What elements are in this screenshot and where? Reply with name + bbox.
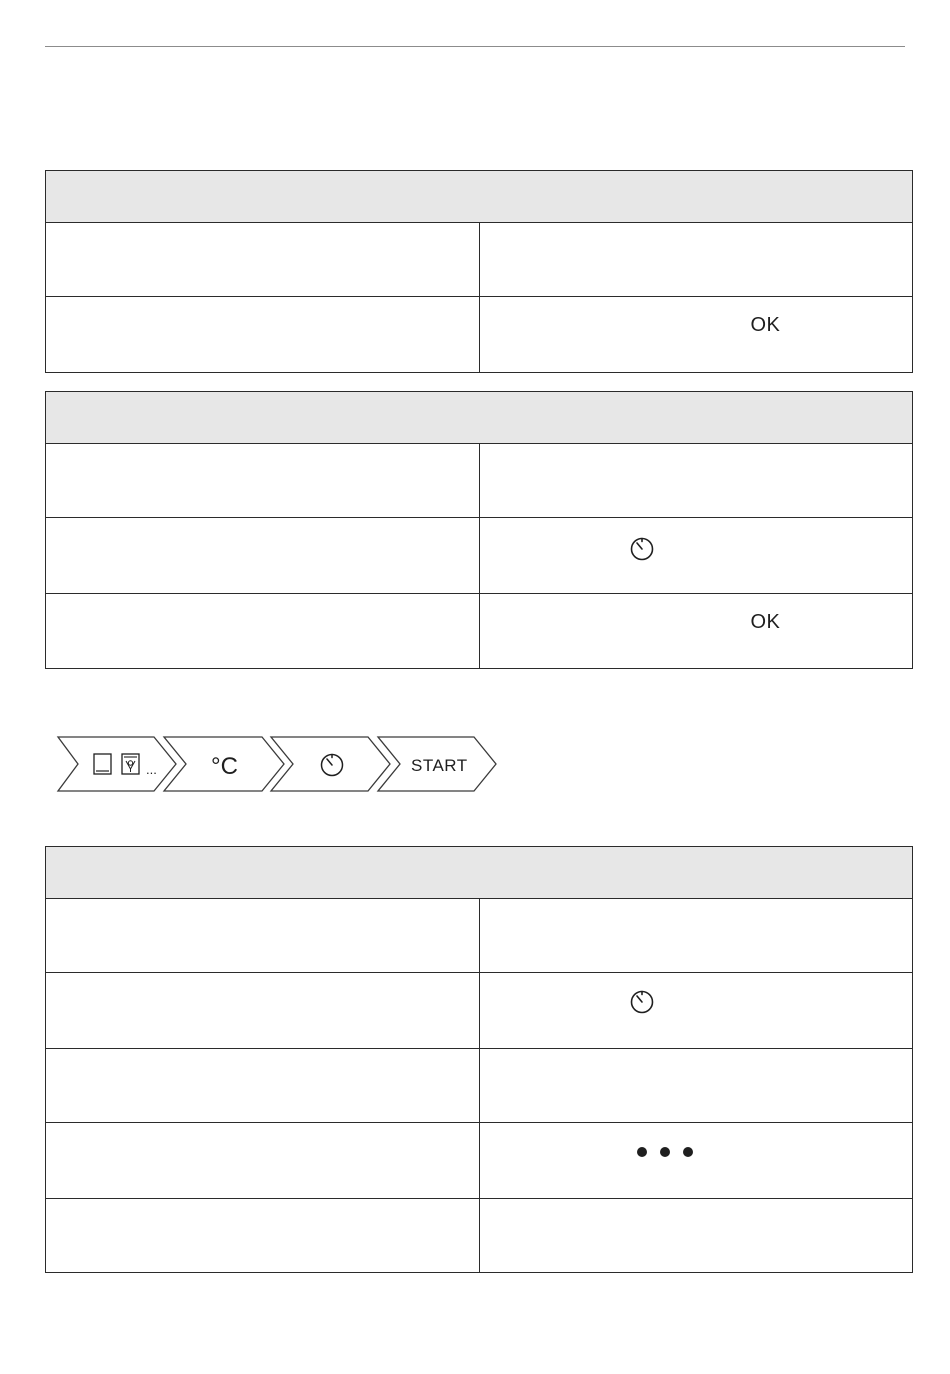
table-row xyxy=(46,1199,913,1273)
step-description-cell xyxy=(479,518,913,594)
table-row xyxy=(46,297,913,373)
timer-icon xyxy=(629,988,655,1014)
options-dots-icon xyxy=(637,1147,693,1157)
table-row xyxy=(46,973,913,1049)
table-row xyxy=(46,594,913,669)
step-number-cell xyxy=(46,1199,480,1273)
table-header-cell xyxy=(46,171,913,223)
step-description-cell xyxy=(479,297,913,373)
step-number-cell xyxy=(46,899,480,973)
table-header-cell xyxy=(46,392,913,444)
table-row xyxy=(46,444,913,518)
sequence-step-temperature xyxy=(164,737,284,791)
step-description-cell xyxy=(479,1049,913,1123)
top-rule xyxy=(45,46,905,47)
ok-symbol: OK xyxy=(750,611,781,633)
timer-icon xyxy=(322,755,343,776)
sequence-step-timer xyxy=(271,737,390,791)
sequence-step-start xyxy=(378,737,496,791)
dot xyxy=(660,1147,670,1157)
step-description-cell xyxy=(479,1123,913,1199)
step-number-cell xyxy=(46,297,480,373)
table-row xyxy=(46,899,913,973)
steps-table-1 xyxy=(45,170,913,373)
step-description-cell xyxy=(479,899,913,973)
step-number-cell xyxy=(46,1123,480,1199)
timer-icon xyxy=(629,535,655,561)
more-functions-ellipsis: ... xyxy=(146,762,157,777)
ok-symbol: OK xyxy=(750,314,781,336)
step-description-cell xyxy=(479,594,913,669)
table-row xyxy=(46,1123,913,1199)
table-header xyxy=(46,392,913,444)
step-number-cell xyxy=(46,594,480,669)
step-description-cell xyxy=(479,973,913,1049)
temperature-icon: °C xyxy=(211,753,238,780)
table-row xyxy=(46,1049,913,1123)
table-header xyxy=(46,171,913,223)
table-row xyxy=(46,223,913,297)
oven-function-icon xyxy=(94,754,111,774)
start-label: START xyxy=(411,756,468,775)
steps-table-3 xyxy=(45,846,913,1273)
sequence-step-function xyxy=(58,737,176,791)
table-row xyxy=(46,518,913,594)
table-header-cell xyxy=(46,847,913,899)
step-number-cell xyxy=(46,1049,480,1123)
program-sequence-strip xyxy=(56,735,501,795)
step-description-cell xyxy=(479,223,913,297)
table-header xyxy=(46,847,913,899)
fan-function-icon xyxy=(122,754,139,774)
dot xyxy=(637,1147,647,1157)
steps-table-2 xyxy=(45,391,913,669)
step-number-cell xyxy=(46,223,480,297)
step-number-cell xyxy=(46,518,480,594)
step-number-cell xyxy=(46,444,480,518)
step-description-cell xyxy=(479,1199,913,1273)
step-description-cell xyxy=(479,444,913,518)
step-number-cell xyxy=(46,973,480,1049)
dot xyxy=(683,1147,693,1157)
